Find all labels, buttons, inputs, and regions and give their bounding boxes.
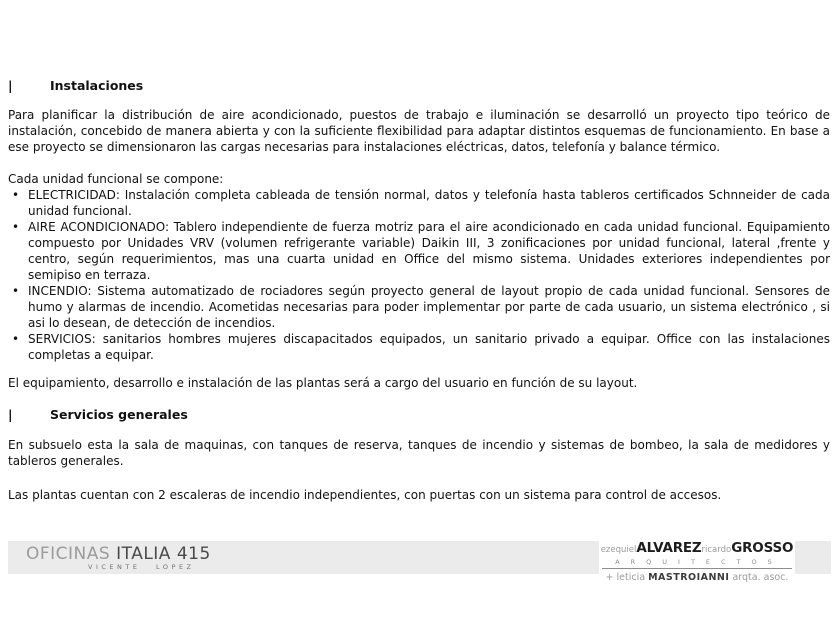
heading-label: Instalaciones <box>50 78 144 93</box>
associate-suffix: arqta. asoc. <box>729 572 789 583</box>
paragraph-equipment-note: El equipamiento, desarrollo e instalación de las plantas será a cargo del usuario en función de su layout. <box>8 376 638 390</box>
architects-associate-line <box>599 572 795 583</box>
architects-names-line <box>599 539 795 558</box>
heading-label: Servicios generales <box>50 407 188 422</box>
architect-first-name-1: ezequiel <box>600 545 637 555</box>
bullet-icon: • <box>12 188 20 202</box>
architect-last-name-1: ALVAREZ <box>636 540 702 556</box>
section-heading-instalaciones <box>8 78 830 94</box>
project-logo-subtitle: VICENTE LOPEZ <box>88 563 195 571</box>
paragraph-compose-intro: Cada unidad funcional se compone: <box>8 172 224 186</box>
paragraph-project-overview: Para planificar la distribución de aire acondicionado, puestos de trabajo e iluminación se desarrolló un proyecto tipo teórico de instalación, concebido de manera abierta y con la suficiente flexibilidad para adaptar distintos esquemas de funcionamiento. En base a ese proyecto se dimensionaron las cargas necesarias para instalaciones eléctricas, datos, telefonía y balance térmico. <box>8 108 830 154</box>
project-logo <box>26 545 211 563</box>
associate-prefix: + leticia <box>605 572 649 583</box>
bullet-text: ELECTRICIDAD: Instalación completa cableada de tensión normal, datos y telefonía hasta tableros certificados Schnneider de cada unidad funcional. <box>28 188 830 218</box>
heading-pipe-mark: | <box>8 407 13 422</box>
bullet-icon: • <box>12 284 20 298</box>
bullet-item-servicios <box>8 331 830 363</box>
bullet-icon: • <box>12 332 20 346</box>
architect-first-name-2: ricardo <box>701 545 732 555</box>
paragraph-basement-services: En subsuelo esta la sala de maquinas, con tanques de reserva, tanques de incendio y sistemas de bombeo, la sala de medidores y tableros generales. <box>8 438 830 468</box>
heading-pipe-mark: | <box>8 78 13 93</box>
project-logo-oficinas: OFICINAS <box>26 544 117 564</box>
bullet-item-electricidad <box>8 187 830 219</box>
project-logo-italia-415: ITALIA 415 <box>116 544 211 564</box>
bullet-item-aire-acondicionado <box>8 219 830 283</box>
section-heading-servicios-generales <box>8 407 830 423</box>
document-content <box>8 78 830 519</box>
associate-name: MASTROIANNI <box>648 572 730 583</box>
bullet-icon: • <box>12 220 20 234</box>
paragraph-stairs-access: Las plantas cuentan con 2 escaleras de incendio independientes, con puertas con un sistema para control de accesos. <box>8 488 722 502</box>
bullet-text: SERVICIOS: sanitarios hombres mujeres discapacitados equipados, un sanitario privado a equipar. Office con las instalaciones completas a equipar. <box>28 332 830 362</box>
bullet-text: INCENDIO: Sistema automatizado de rociadores según proyecto general de layout propio de cada unidad funcional. Sensores de humo y alarmas de incendio. Acometidas necesarias para poder implementar por parte de cada usuario, un sistema electrónico , si asi lo desean, de detección de incendios. <box>28 284 830 330</box>
installations-bullet-list <box>8 187 830 363</box>
architect-last-name-2: GROSSO <box>731 540 794 556</box>
architects-profession-line: ARQUITECTOS <box>602 558 792 569</box>
architects-logo <box>599 536 795 583</box>
bullet-text: AIRE ACONDICIONADO: Tablero independiente de fuerza motriz para el aire acondicionado en cada unidad funcional. Equipamiento compuesto por Unidades VRV (volumen refrigerante variable) Daikin III, 3 zonificaciones por unidad funcional, lateral ,frente y centro, según requerimientos, mas una cuarta unidad en Office del mismo sistema. Unidades exteriores independientes por semipiso en terraza. <box>28 220 830 282</box>
bullet-item-incendio <box>8 283 830 331</box>
